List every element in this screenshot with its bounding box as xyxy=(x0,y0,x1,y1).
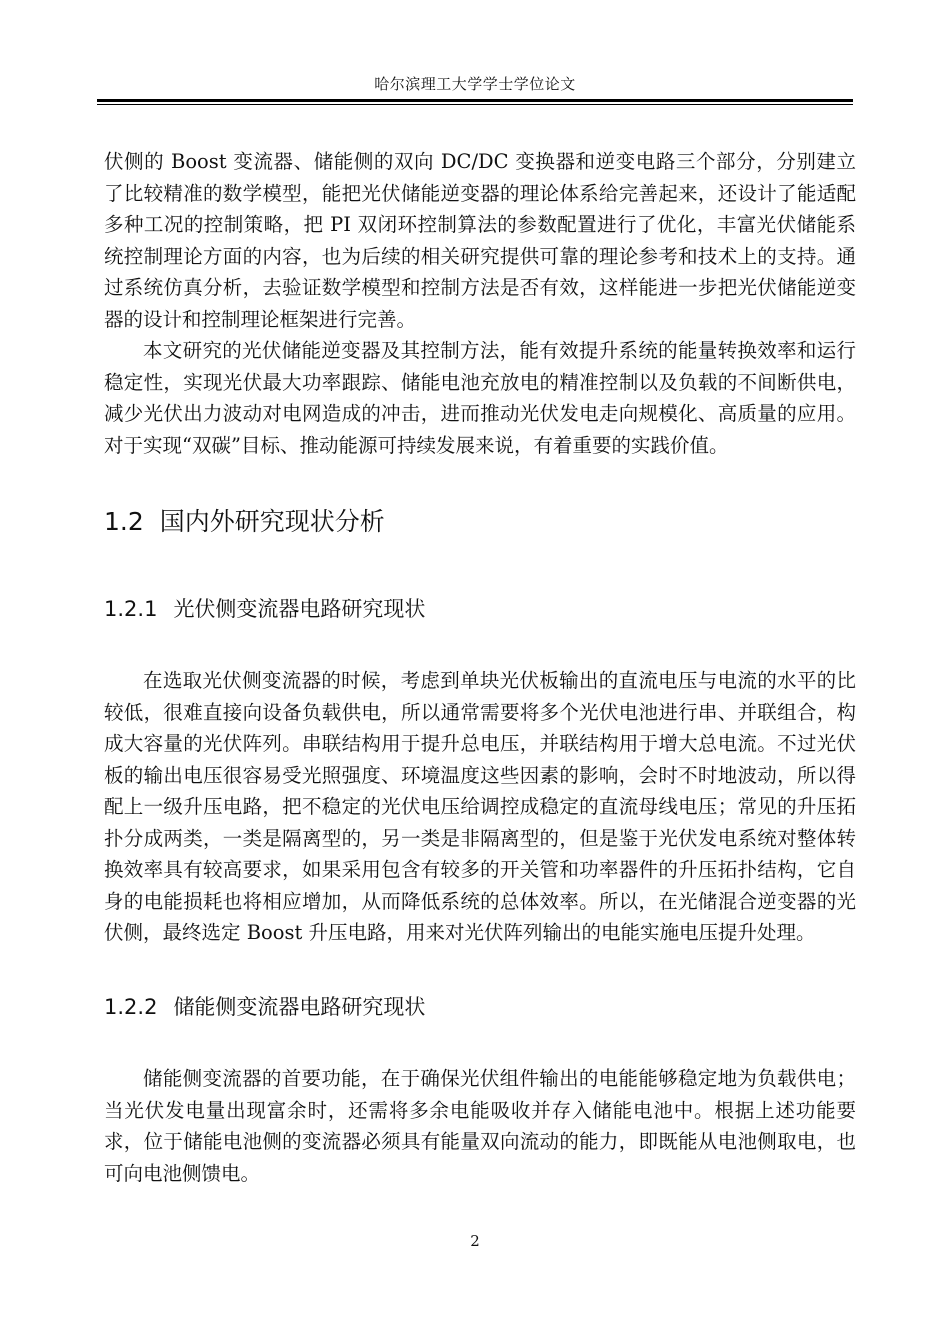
running-header: 哈尔滨理工大学学士学位论文 xyxy=(374,75,576,93)
subsection-heading-1-2-2 xyxy=(104,992,425,1022)
subsection-title: 储能侧变流器电路研究现状 xyxy=(173,995,426,1019)
paragraph-significance: 本文研究的光伏储能逆变器及其控制方法，能有效提升系统的能量转换效率和运行稳定性，实现光伏最大功率跟踪、储能电池充放电的精准控制以及负载的不间断供电，减少光伏出力波动对电网造成的冲击，进而推动光伏发电走向规模化、高质量的应用。对于实现“双碳”目标、推动能源可持续发展来说，有着重要的实践价值。 xyxy=(104,339,856,457)
page-number: 2 xyxy=(470,1232,480,1250)
section-title: 国内外研究现状分析 xyxy=(159,507,385,536)
paragraph-storage-converter: 储能侧变流器的首要功能，在于确保光伏组件输出的电能能够稳定地为负载供电；当光伏发电量出现富余时，还需将多余电能吸收并存入储能电池中。根据上述功能要求，位于储能电池侧的变流器必须具有能量双向流动的能力，即既能从电池侧取电，也可向电池侧馈电。 xyxy=(104,1067,856,1185)
paragraph-continued: 伏侧的 Boost 变流器、储能侧的双向 DC/DC 变换器和逆变电路三个部分，分别建立了比较精准的数学模型，能把光伏储能逆变器的理论体系给完善起来，还设计了能适配多种工况的控制策略，把 PI 双闭环控制算法的参数配置进行了优化，丰富光伏储能系统控制理论方面的内容，也为后续的相关研究提供可靠的理论参考和技术上的支持。通过系统仿真分析，去验证数学模型和控制方法是否有效，这样能进一步把光伏储能逆变器的设计和控制理论框架进行完善。 xyxy=(104,150,856,331)
subsection-heading-1-2-1 xyxy=(104,594,425,624)
header-rule-thick xyxy=(97,99,853,102)
header-rule-thin xyxy=(97,104,853,105)
paragraph-pv-converter: 在选取光伏侧变流器的时候，考虑到单块光伏板输出的直流电压与电流的水平的比较低，很难直接向设备负载供电，所以通常需要将多个光伏电池进行串、并联组合，构成大容量的光伏阵列。串联结构用于提升总电压，并联结构用于增大总电流。不过光伏板的输出电压很容易受光照强度、环境温度这些因素的影响，会时不时地波动，所以得配上一级升压电路，把不稳定的光伏电压给调控成稳定的直流母线电压；常见的升压拓扑分成两类，一类是隔离型的，另一类是非隔离型的，但是鉴于光伏发电系统对整体转换效率具有较高要求，如果采用包含有较多的开关管和功率器件的升压拓扑结构，它自身的电能损耗也将相应增加，从而降低系统的总体效率。所以，在光储混合逆变器的光伏侧，最终选定 Boost 升压电路，用来对光伏阵列输出的电能实施电压提升处理。 xyxy=(104,669,856,944)
section-number: 1.2 xyxy=(104,507,144,536)
subsection-number: 1.2.1 xyxy=(104,597,158,621)
subsection-number: 1.2.2 xyxy=(104,995,158,1019)
subsection-title: 光伏侧变流器电路研究现状 xyxy=(173,597,426,621)
section-heading-1-2 xyxy=(104,506,385,538)
